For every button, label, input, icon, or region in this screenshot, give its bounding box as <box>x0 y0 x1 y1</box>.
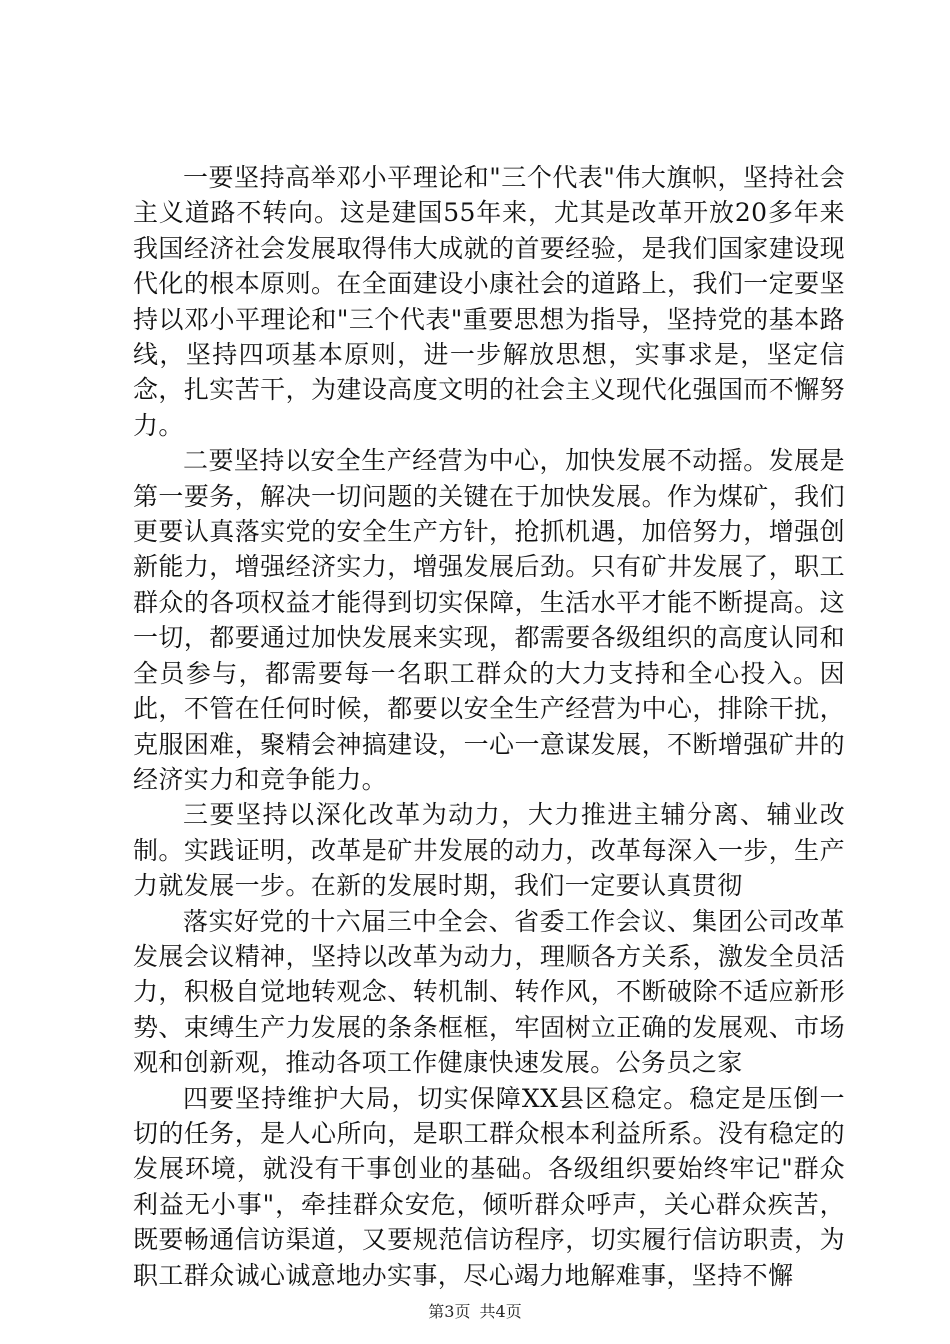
page-number: 第3页 <box>428 1302 471 1321</box>
paragraph-4: 落实好党的十六届三中全会、省委工作会议、集团公司改革发展会议精神，坚持以改革为动力，理顺各方关系，激发全员活力，积极自觉地转观念、转机制、转作风，不断破除不适应新形势、束缚生产力发展的条条框框，牢固树立正确的发展观、市场观和创新观，推动各项工作健康快速发展。公务员之家 <box>133 906 845 1078</box>
paragraph-3: 三要坚持以深化改革为动力，大力推进主辅分离、辅业改制。实践证明，改革是矿井发展的动力，改革每深入一步，生产力就发展一步。在新的发展时期，我们一定要认真贯彻 <box>133 800 845 901</box>
paragraph-5: 四要坚持维护大局，切实保障XX县区稳定。稳定是压倒一切的任务，是人心所向，是职工群众根本利益所系。没有稳定的发展环境，就没有干事创业的基础。各级组织要始终牢记"群众利益无小事"，牵挂群众安危，倾听群众呼声，关心群众疾苦，既要畅通信访渠道，又要规范信访程序，切实履行信访职责，为职工群众诚心诚意地办实事，尽心竭力地解难事，坚持不懈 <box>133 1083 845 1290</box>
paragraph-1: 一要坚持高举邓小平理论和"三个代表"伟大旗帜，坚持社会主义道路不转向。这是建国55年来，尤其是改革开放20多年来我国经济社会发展取得伟大成就的首要经验，是我们国家建设现代化的根本原则。在全面建设小康社会的道路上，我们一定要坚持以邓小平理论和"三个代表"重要思想为指导，坚持党的基本路线，坚持四项基本原则，进一步解放思想，实事求是，坚定信念，扎实苦干，为建设高度文明的社会主义现代化强国而不懈努力。 <box>133 163 845 440</box>
page-footer <box>0 1302 950 1322</box>
paragraph-2: 二要坚持以安全生产经营为中心，加快发展不动摇。发展是第一要务，解决一切问题的关键在于加快发展。作为煤矿，我们更要认真落实党的安全生产方针，抢抓机遇，加倍努力，增强创新能力，增强经济实力，增强发展后劲。只有矿井发展了，职工群众的各项权益才能得到切实保障，生活水平才能不断提高。这一切，都要通过加快发展来实现，都需要各级组织的高度认同和全员参与，都需要每一名职工群众的大力支持和全心投入。因此，不管在任何时候，都要以安全生产经营为中心，排除干扰，克服困难，聚精会神搞建设，一心一意谋发展，不断增强矿井的经济实力和竞争能力。 <box>133 446 845 794</box>
document-body <box>133 160 845 1293</box>
page-total: 共4页 <box>479 1302 522 1321</box>
